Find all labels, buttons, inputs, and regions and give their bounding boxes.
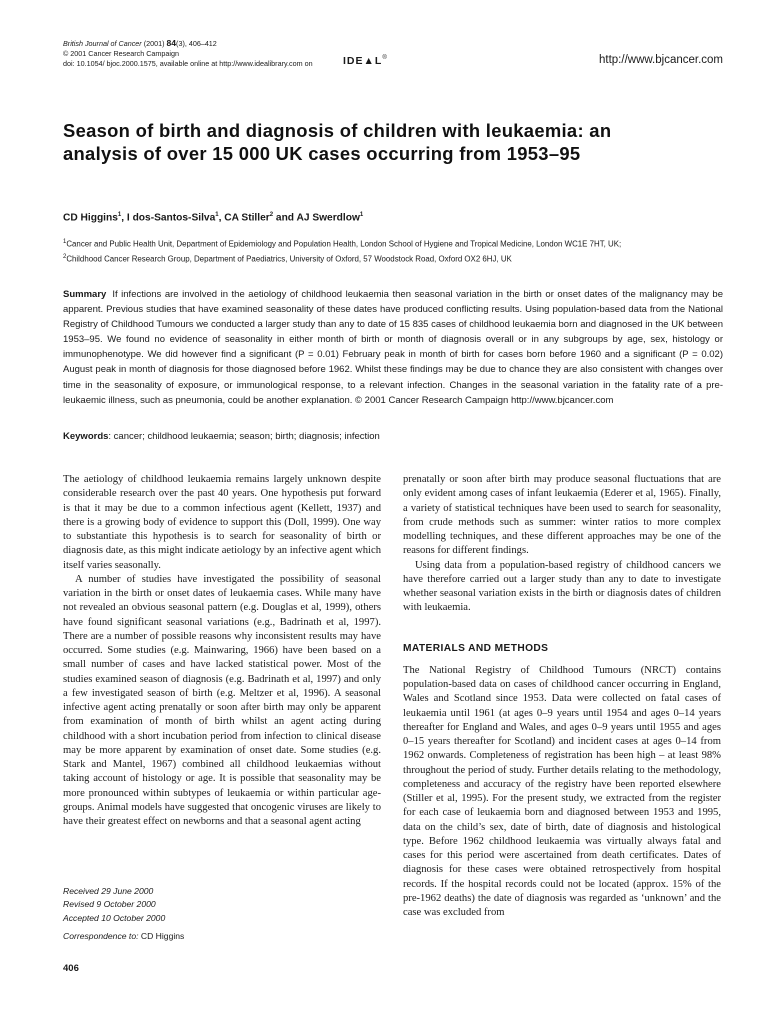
abstract-text: If infections are involved in the aetiology of childhood leukaemia then seasonal variation in the birth or onset dates of the malignancy may be apparent. Previous studies that have examined seasonality of these dates have produced conflicting results. Using population-based data from the National Registry of Childhood Tumours we conducted a larger study than any to date of 15 835 cases of childhood leukaemia born and diagnosed in the UK between 1953–95. We found no evidence of seasonality in either month of birth or month of diagnosis overall or in any subgroups by age, sex, histology or immunophenotype. We did however find a significant (P = 0.01) February peak in month of birth for cases born before 1960 and a significant (P = 0.02) August peak in month of diagnosis for those diagnosed before 1962. Whilst these findings may be due to chance they are also consistent with changes over time in the seasonality of exposure, or immunological response, to a relevant infection. Changes in the seasonal variation in the fatality rate of a pre-leukaemic illness, such as pneumonia, could be another explanation. © 2001 Cancer Research Campaign http://www.bjcancer.com xyxy=(63,289,723,406)
correspondence xyxy=(63,930,184,943)
body-paragraph: prenatally or soon after birth may produce seasonal fluctuations that are only evident among cases of infant leukaemia (Ederer et al, 1965). Finally, a variety of statistical techniques have been used to search for seasonality, from crude methods such as summer: winter ratios to more complex modelling techniques, and these different approaches may be one of the reasons for different findings. xyxy=(403,474,721,557)
article-title: Season of birth and diagnosis of children with leukaemia: an analysis of over 15 000 UK cases occurring from 1953–95 xyxy=(63,120,612,164)
keywords-text: : cancer; childhood leukaemia; season; birth; diagnosis; infection xyxy=(108,431,380,442)
correspondence-name: CD Higgins xyxy=(138,930,185,941)
doi-line[interactable]: doi: 10.1054/ bjoc.2000.1575, available online at http://www.idealibrary.com on xyxy=(63,59,313,68)
correspondence-label: Correspondence to: xyxy=(63,930,139,941)
author-separator: and xyxy=(273,212,297,224)
abstract xyxy=(63,287,723,408)
keywords xyxy=(63,431,380,442)
affiliation-marker: 1 xyxy=(215,212,219,218)
registered-mark: ® xyxy=(382,55,388,61)
affiliation-item xyxy=(63,251,621,266)
affiliation-marker: 1 xyxy=(359,212,364,218)
body-paragraph: The National Registry of Childhood Tumours (NRCT) contains population-based data on cases of childhood cancer occurring in England, Wales and Scotland since 1953. Data were collected on fatal cases of leukaemia until 1961 (at ages 0–9 years until 1954 and ages 0–14 years thereafter for England and Wales, and ages 0–9 years until 1955 and ages 0–15 years thereafter for Scotland) and incident cases at ages 0–14 from 1962 onwards. Completeness of registration has been high – at least 98% throughout the period of study. Further details relating to the methodology, completeness and accuracy of the registry have been reported elsewhere (Stiller et al, 1995). For the present study, we extracted from the register for each case of leukaemia born and diagnosed between 1953 and 1995, data on the child’s sex, date of birth, date of diagnosis and histological type. Before 1962 childhood leukaemia was virtually always fatal and cases for this period were ascertained from death certificates. Dates of diagnosis for these cases were obtained retrospectively from hospital records. If the hospital records could not be located (approx. 15% of the pre-1962 deaths) the date of diagnosis was regarded as ‘unknown’ and the case was excluded from xyxy=(403,664,721,918)
body-paragraph: The aetiology of childhood leukaemia remains largely unknown despite considerable research over the past 40 years. One hypothesis put forward is that it may be due to a common infectious agent (Kellett, 1937) and there is a growing body of evidence to support this (Doll, 1999). One way to substantiate this hypothesis is to search for seasonality of birth or diagnosis date, as this might indicate aetiology by an infective agent which itself varies seasonally. xyxy=(63,474,381,571)
affiliations xyxy=(63,236,621,265)
author-name: AJ Swerdlow xyxy=(296,212,360,224)
copyright-line: © 2001 Cancer Research Campaign xyxy=(63,49,179,58)
affiliation-text: Childhood Cancer Research Group, Department of Paediatrics, University of Oxford, 57 Woodstock Road, Oxford OX2 6HJ, UK xyxy=(66,254,512,264)
body-paragraph: Using data from a population-based registry of childhood cancers we have therefore carried out a larger study than any to date to investigate whether seasonal variation exists in the birth or diagnosis dates of children with leukaemia. xyxy=(403,559,721,614)
author-list xyxy=(63,212,363,223)
author-name: I dos-Santos-Silva xyxy=(126,212,216,224)
body-column-left xyxy=(63,473,381,829)
author-name: CA Stiller xyxy=(224,212,270,224)
ideal-logo-text: IDE▲L xyxy=(343,55,383,67)
journal-header xyxy=(63,36,723,76)
affiliation-number: 2 xyxy=(63,253,67,260)
journal-volume: 84 xyxy=(166,38,177,48)
page-number: 406 xyxy=(63,963,79,974)
citation-line xyxy=(63,39,217,48)
journal-year: (2001) xyxy=(143,39,165,48)
author-separator: , xyxy=(218,212,225,224)
body-paragraph: A number of studies have investigated the possibility of seasonal variation in the birth or onset dates of leukaemia cases. While many have not revealed an obvious seasonal pattern (e.g. Douglas et al, 1999), others have found significant seasonal variations (e.g., Badrinath et al, 1997). There are a number of possible reasons why inconsistent results may have occurred. Some studies (e.g. Mainwaring, 1966) have been based on a small number of cases and have lacked statistical power. Most of the studies examined season of diagnosis (e.g. Badrinath et al, 1997) and only a few investigated season of birth (e.g. Meltzer et al, 1996). A seasonal infective agent acting prenatally or soon after birth may only be apparent from examination of month of birth whilst an agent acting during childhood with a short incubation period from infection to clinical disease may be more apparent by examination of onset date. Some studies (e.g. Stark and Mantel, 1967) combined all childhood leukaemias without taking account of histology or age. It is possible that seasonality may be more pronounced within subtypes of leukaemia or within particular age-groups. Animal models have suggested that oncogenic viruses are likely to have their greatest effect on newborns and that a seasonal agent acting xyxy=(63,573,381,827)
journal-website-link[interactable]: http://www.bjcancer.com xyxy=(599,54,723,66)
ideal-logo xyxy=(343,55,388,67)
revised-date: Revised 9 October 2000 xyxy=(63,899,156,910)
body-column-right xyxy=(403,473,721,920)
keywords-label: Keywords xyxy=(63,431,109,442)
accepted-date: Accepted 10 October 2000 xyxy=(63,912,166,923)
abstract-label: Summary xyxy=(63,289,107,300)
author-name: CD Higgins xyxy=(63,212,118,224)
affiliation-number: 1 xyxy=(63,239,67,245)
affiliation-text: Cancer and Public Health Unit, Department of Epidemiology and Population Health, London School of Hygiene and Tropical Medicine, London WC1E 7HT, UK; xyxy=(66,239,622,249)
journal-name: British Journal of Cancer xyxy=(63,39,142,48)
author-separator: , xyxy=(121,212,127,224)
affiliation-item xyxy=(63,236,621,251)
affiliation-marker: 1 xyxy=(117,212,122,218)
section-heading: MATERIALS AND METHODS xyxy=(403,642,549,654)
affiliation-marker: 2 xyxy=(269,212,274,218)
journal-issue-pages: (3), 406–412 xyxy=(176,39,217,48)
article-history xyxy=(63,885,184,943)
received-date: Received 29 June 2000 xyxy=(63,886,154,896)
